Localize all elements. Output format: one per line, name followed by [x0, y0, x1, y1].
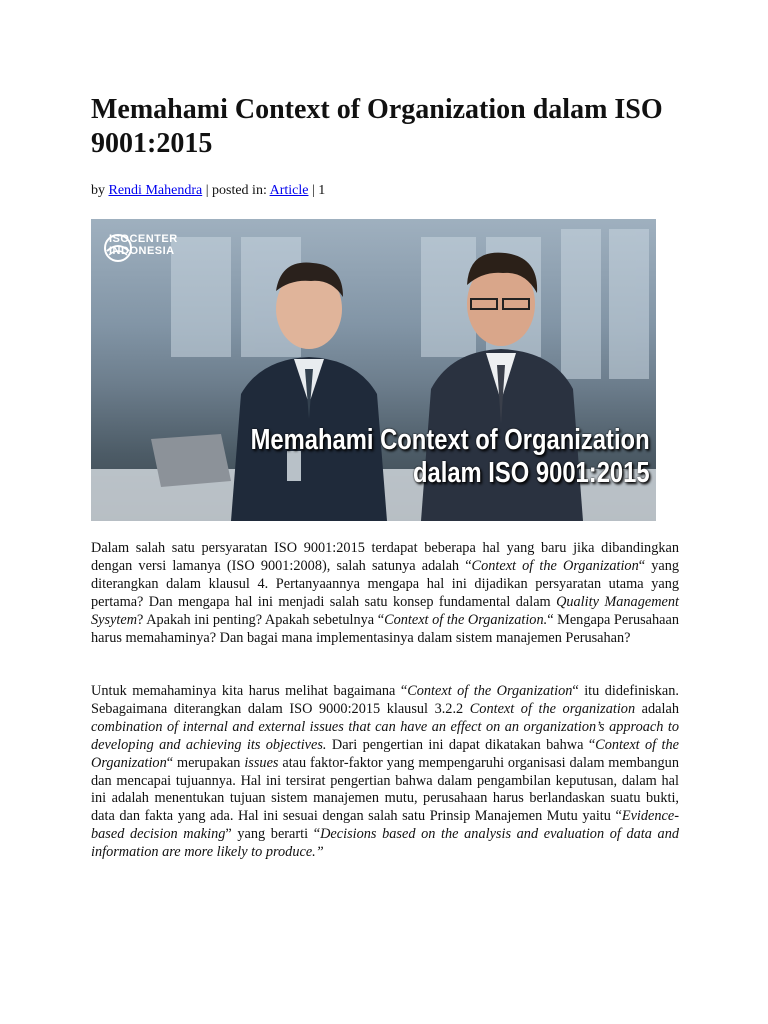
hero-caption: [251, 424, 650, 490]
brand-logo: [103, 233, 178, 257]
comment-count: | 1: [308, 183, 326, 198]
p2-emphasis-2: Context of the organization: [469, 700, 636, 717]
hero-caption-line-1: Memahami Context of Organization: [250, 424, 650, 456]
byline-prefix: by: [91, 183, 109, 198]
p2-text-3: adalah: [635, 700, 679, 717]
p2-text-5: “ merupakan: [166, 754, 245, 771]
paragraph-intro: [91, 540, 679, 647]
p2-emphasis-6: Evidence-based decision making: [91, 808, 679, 843]
p1-emphasis-3: Context of the Organization.: [384, 611, 548, 628]
hero-caption-line-2: dalam ISO 9001:2015: [413, 457, 650, 489]
article-title: Memahami Context of Organization dalam ISO 9001:2015: [91, 94, 663, 159]
p2-emphasis-5: issues: [244, 754, 279, 771]
paragraph-definition: [91, 683, 679, 862]
category-link[interactable]: Article: [269, 183, 309, 198]
p1-emphasis-2: Quality Management Sysytem: [91, 593, 679, 628]
p2-emphasis-7: Decisions based on the analysis and evaluation of data and information are more likely to produce.”: [91, 826, 679, 861]
p2-text-2: “ itu didefiniskan. Sebagaimana diterangkan dalam ISO 9000:2015 klausul 3.2.2: [91, 683, 679, 717]
byline-separator: | posted in:: [202, 183, 270, 198]
p1-text-3: ? Apakah ini penting? Apakah sebetulnya “: [137, 611, 385, 628]
p2-emphasis-3: combination of internal and external issues that can have an effect on an organization’s approach to developing and achieving its objectives.: [91, 718, 679, 753]
p1-text-4: “ Mengapa Perusahaan harus memahaminya? Dan bagai mana implementasinya dalam sistem manajemen Perusahan?: [91, 611, 679, 646]
logo-line-1: ISOCENTER: [109, 233, 178, 245]
author-link[interactable]: Rendi Mahendra: [108, 183, 203, 198]
p2-text-4: Dari pengertian ini dapat dikatakan bahwa “: [326, 736, 596, 753]
p2-text-1: Untuk memahaminya kita harus melihat bagaimana “: [91, 683, 408, 699]
logo-line-2: INDONESIA: [109, 245, 175, 257]
byline: [91, 182, 325, 200]
p2-text-7: ” yang berarti “: [225, 826, 321, 843]
p2-emphasis-4: Context of the Organization: [91, 736, 679, 771]
p1-emphasis-1: Context of the Organization: [471, 557, 639, 574]
p1-text-1: Dalam salah satu persyaratan ISO 9001:2015 terdapat beberapa hal yang baru jika dibandingkan dengan versi lamanya (ISO 9001:2008), salah satunya adalah “: [91, 540, 679, 574]
p2-emphasis-1: Context of the Organization: [407, 683, 573, 699]
hero-image: [91, 219, 656, 521]
globe-logo-icon: [103, 233, 133, 263]
p2-text-6: atau faktor-faktor yang mempengaruhi organisasi dalam membangun dan mencapai tujuannya. Hal ini tersirat pengertian bahwa dalam pengambilan keputusan, dalam hal ini adalah menentukan tujuan sistem manajemen mutu, perusahaan harus berlandaskan suatu bukti, data dan fakta yang ada. Hal ini sesuai dengan salah satu Prinsip Manajemen Mutu yaitu “: [91, 754, 679, 825]
p1-text-2: “ yang diterangkan dalam klausul 4. Pertanyaannya mengapa hal ini dijadikan persyaratan utama yang pertama? Dan mengapa hal ini menjadi salah satu konsep fundamental dalam: [91, 557, 680, 610]
